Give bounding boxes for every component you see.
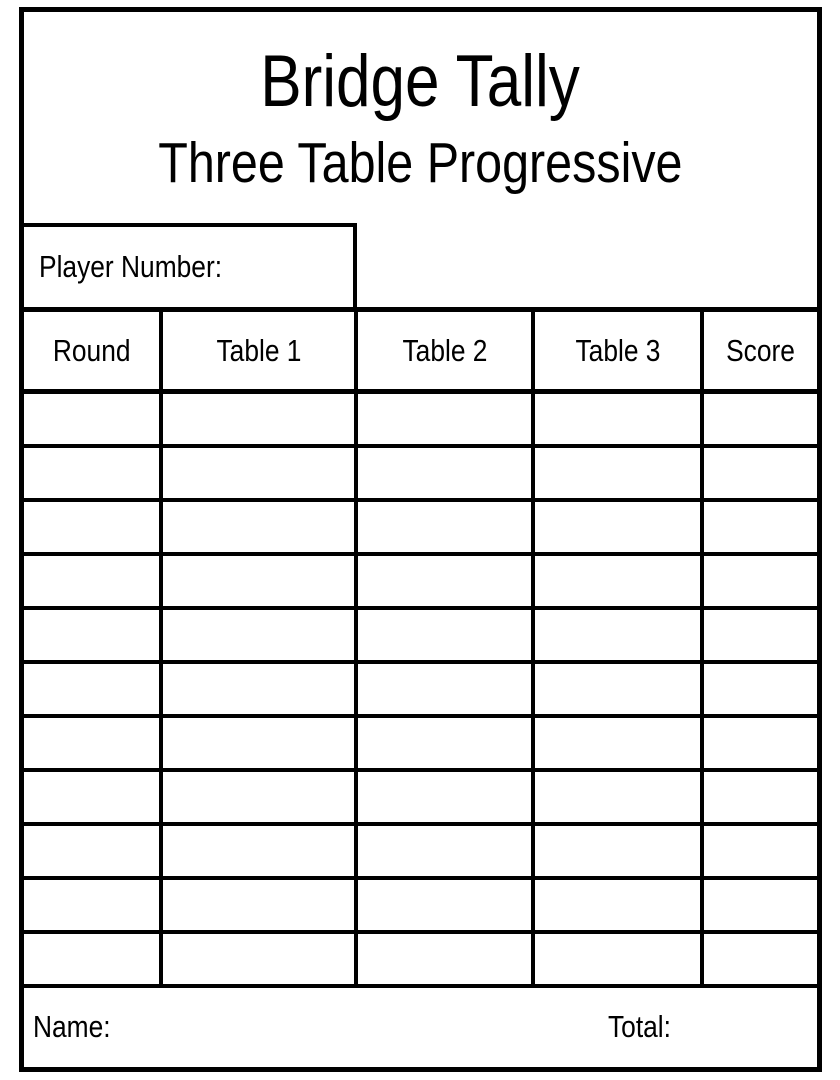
empty-score-cell[interactable] bbox=[24, 770, 161, 824]
empty-score-cell[interactable] bbox=[702, 446, 817, 500]
name-label: Name: bbox=[33, 1009, 111, 1045]
empty-score-cell[interactable] bbox=[356, 824, 533, 878]
empty-score-cell[interactable] bbox=[24, 662, 161, 716]
empty-score-cell[interactable] bbox=[702, 932, 817, 986]
empty-score-cell[interactable] bbox=[533, 608, 702, 662]
empty-score-cell[interactable] bbox=[356, 392, 533, 447]
title-block bbox=[24, 12, 817, 223]
empty-score-cell[interactable] bbox=[533, 716, 702, 770]
column-header-table-2 bbox=[356, 310, 533, 392]
empty-score-cell[interactable] bbox=[24, 932, 161, 986]
empty-score-cell[interactable] bbox=[533, 932, 702, 986]
empty-score-cell[interactable] bbox=[24, 878, 161, 932]
empty-score-cell[interactable] bbox=[161, 500, 356, 554]
table-row bbox=[24, 932, 817, 986]
empty-score-cell[interactable] bbox=[702, 824, 817, 878]
table-row bbox=[24, 500, 817, 554]
sheet-frame bbox=[19, 7, 822, 1072]
empty-score-cell[interactable] bbox=[24, 716, 161, 770]
empty-score-cell[interactable] bbox=[161, 446, 356, 500]
column-header-score-label: Score bbox=[726, 332, 795, 368]
page-subtitle bbox=[112, 131, 729, 195]
empty-score-cell[interactable] bbox=[356, 716, 533, 770]
column-header-table-3-label: Table 3 bbox=[575, 332, 661, 368]
column-header-table-2-label: Table 2 bbox=[402, 332, 488, 368]
empty-score-cell[interactable] bbox=[356, 770, 533, 824]
empty-score-cell[interactable] bbox=[161, 716, 356, 770]
table-row bbox=[24, 770, 817, 824]
empty-score-cell[interactable] bbox=[702, 500, 817, 554]
empty-score-cell[interactable] bbox=[702, 878, 817, 932]
table-row bbox=[24, 608, 817, 662]
empty-score-cell[interactable] bbox=[533, 662, 702, 716]
footer-row bbox=[24, 988, 817, 1067]
empty-score-cell[interactable] bbox=[533, 554, 702, 608]
empty-score-cell[interactable] bbox=[161, 770, 356, 824]
empty-score-cell[interactable] bbox=[24, 392, 161, 447]
column-header-round bbox=[24, 310, 161, 392]
table-row bbox=[24, 824, 817, 878]
empty-score-cell[interactable] bbox=[533, 878, 702, 932]
empty-score-cell[interactable] bbox=[702, 662, 817, 716]
empty-score-cell[interactable] bbox=[356, 878, 533, 932]
page-title-text: Bridge Tally bbox=[260, 41, 581, 122]
empty-score-cell[interactable] bbox=[533, 446, 702, 500]
name-blank[interactable] bbox=[124, 1004, 608, 1051]
player-number-blank[interactable] bbox=[254, 227, 353, 307]
table-row bbox=[24, 662, 817, 716]
player-number-row bbox=[24, 223, 817, 307]
column-header-table-3 bbox=[533, 310, 702, 392]
empty-score-cell[interactable] bbox=[24, 824, 161, 878]
empty-score-cell[interactable] bbox=[702, 392, 817, 447]
empty-score-cell[interactable] bbox=[702, 554, 817, 608]
table-row bbox=[24, 446, 817, 500]
empty-score-cell[interactable] bbox=[356, 500, 533, 554]
column-header-table-1-label: Table 1 bbox=[216, 332, 302, 368]
total-blank[interactable] bbox=[682, 1004, 817, 1051]
empty-score-cell[interactable] bbox=[702, 770, 817, 824]
player-number-box[interactable] bbox=[24, 223, 357, 307]
score-rows bbox=[24, 392, 817, 987]
table-row bbox=[24, 554, 817, 608]
empty-score-cell[interactable] bbox=[702, 716, 817, 770]
total-label: Total: bbox=[608, 1009, 672, 1045]
empty-score-cell[interactable] bbox=[161, 392, 356, 447]
column-header-table-1 bbox=[161, 310, 356, 392]
empty-score-cell[interactable] bbox=[702, 608, 817, 662]
empty-score-cell[interactable] bbox=[533, 770, 702, 824]
page-subtitle-text: Three Table Progressive bbox=[158, 131, 683, 195]
empty-score-cell[interactable] bbox=[356, 446, 533, 500]
empty-score-cell[interactable] bbox=[533, 824, 702, 878]
table-row bbox=[24, 392, 817, 447]
empty-score-cell[interactable] bbox=[161, 878, 356, 932]
empty-score-cell[interactable] bbox=[356, 554, 533, 608]
empty-score-cell[interactable] bbox=[24, 446, 161, 500]
empty-score-cell[interactable] bbox=[356, 608, 533, 662]
page-title bbox=[232, 41, 608, 122]
empty-score-cell[interactable] bbox=[161, 554, 356, 608]
table-row bbox=[24, 878, 817, 932]
empty-score-cell[interactable] bbox=[161, 608, 356, 662]
empty-score-cell[interactable] bbox=[24, 500, 161, 554]
empty-score-cell[interactable] bbox=[161, 824, 356, 878]
empty-score-cell[interactable] bbox=[24, 554, 161, 608]
empty-score-cell[interactable] bbox=[533, 392, 702, 447]
column-header-score bbox=[702, 310, 817, 392]
empty-score-cell[interactable] bbox=[24, 608, 161, 662]
empty-score-cell[interactable] bbox=[356, 932, 533, 986]
header-row bbox=[24, 310, 817, 392]
player-number-label: Player Number: bbox=[39, 248, 223, 284]
empty-score-cell[interactable] bbox=[161, 662, 356, 716]
empty-score-cell[interactable] bbox=[161, 932, 356, 986]
table-row bbox=[24, 716, 817, 770]
empty-score-cell[interactable] bbox=[533, 500, 702, 554]
column-header-round-label: Round bbox=[52, 332, 131, 368]
score-table bbox=[24, 307, 817, 988]
empty-score-cell[interactable] bbox=[356, 662, 533, 716]
